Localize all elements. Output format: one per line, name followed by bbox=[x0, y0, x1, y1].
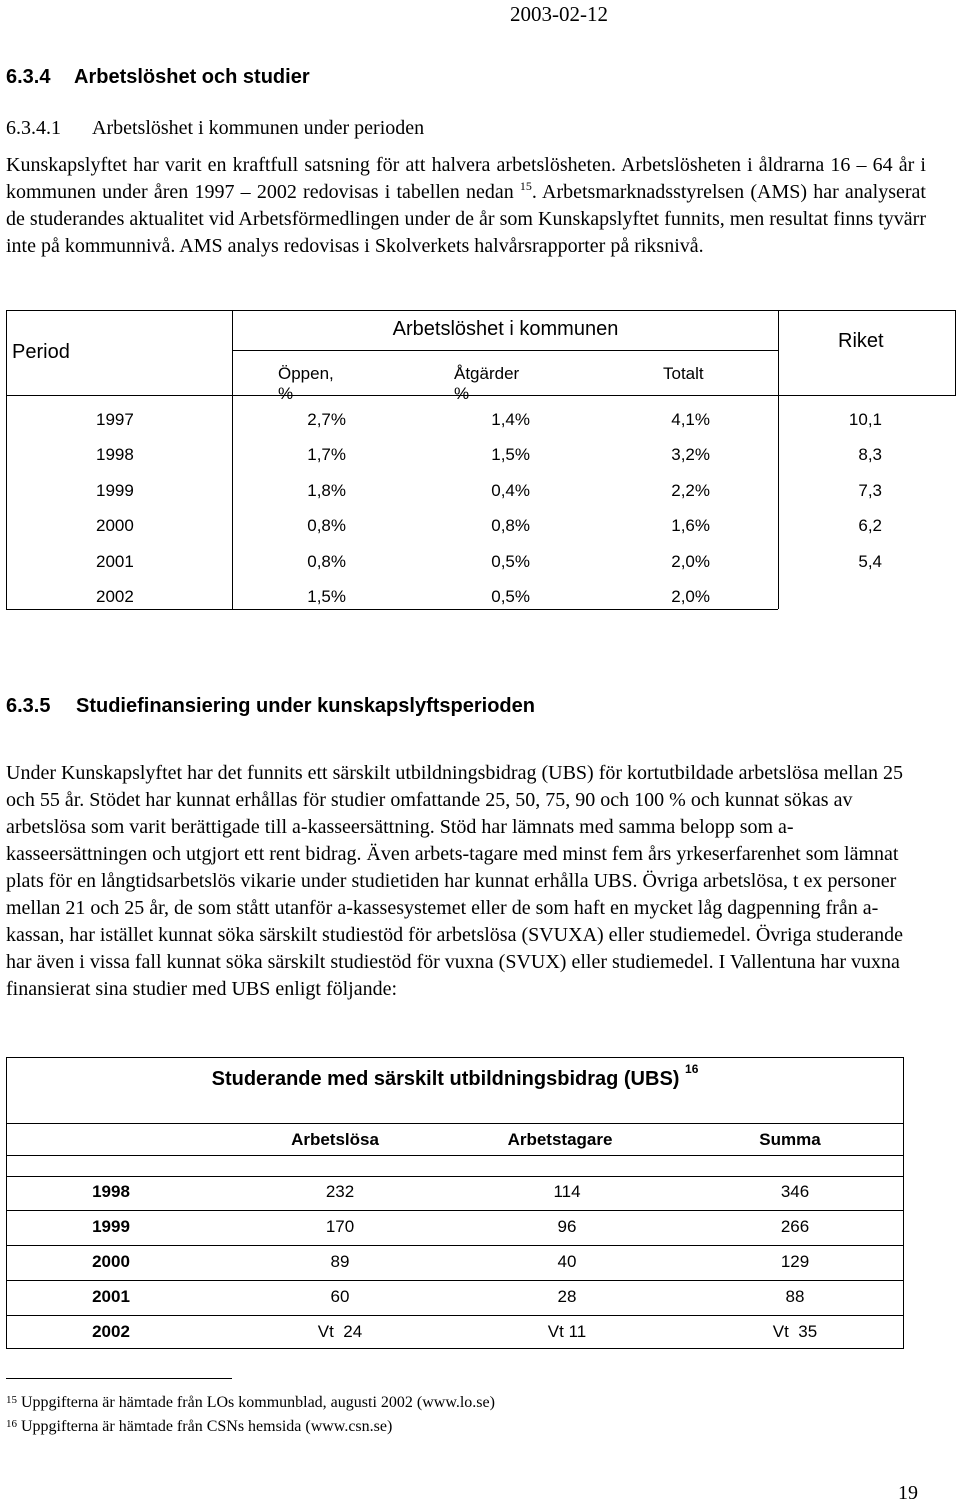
cell-arbetslosa: 89 bbox=[330, 1252, 350, 1271]
cell-totalt: 2,0% bbox=[671, 587, 710, 606]
section-number: 6.3.5 bbox=[6, 695, 51, 717]
col-header-summa: Summa bbox=[759, 1130, 821, 1149]
cell-atgarder: 0,5% bbox=[491, 587, 530, 606]
col-header-oppen: Öppen, % bbox=[278, 364, 334, 403]
cell-arbetstagare: 28 bbox=[557, 1287, 577, 1306]
footnote-number: 15 bbox=[6, 1394, 17, 1406]
cell-arbetstagare: 114 bbox=[553, 1182, 581, 1201]
cell-year: 2001 bbox=[96, 552, 134, 571]
cell-atgarder: 1,5% bbox=[491, 445, 530, 464]
cell-totalt: 4,1% bbox=[671, 410, 710, 429]
footnote-16 bbox=[6, 1418, 392, 1436]
section-number: 6.3.4.1 bbox=[6, 117, 61, 139]
cell-arbetslosa: Vt 24 bbox=[317, 1322, 363, 1341]
group-header: Arbetslöshet i kommunen bbox=[392, 318, 619, 340]
footnote-ref-15: 15 bbox=[519, 179, 532, 193]
footnote-text: Uppgifterna är hämtade från CSNs hemsida (www.csn.se) bbox=[21, 1418, 393, 1435]
cell-arbetstagare: 96 bbox=[557, 1217, 577, 1236]
paragraph-unemployment bbox=[6, 152, 926, 260]
cell-year: 2002 bbox=[92, 1322, 130, 1341]
cell-riket: 5,4 bbox=[858, 552, 882, 571]
table-title-text: Studerande med särskilt utbildningsbidrag (UBS) bbox=[211, 1068, 680, 1090]
paragraph-text: Kunskapslyftet har varit en kraftfull satsning för att halvera arbetslösheten. Arbetslösheten i åldrarna 16 – 64 år i kommunen under åren 1997 – 2002 redovisas i tabellen nedan bbox=[6, 154, 926, 203]
section-title: Studiefinansiering under kunskapslyftsperioden bbox=[76, 695, 535, 717]
cell-year: 1999 bbox=[92, 1217, 130, 1236]
cell-arbetslosa: 170 bbox=[325, 1217, 355, 1236]
footnote-divider bbox=[6, 1378, 232, 1379]
footnote-text: Uppgifterna är hämtade från LOs kommunblad, augusti 2002 (www.lo.se) bbox=[21, 1394, 495, 1411]
cell-summa: 266 bbox=[780, 1217, 810, 1236]
section-heading-634 bbox=[6, 66, 310, 89]
cell-oppen: 0,8% bbox=[307, 516, 346, 535]
cell-summa: 346 bbox=[780, 1182, 810, 1201]
cell-totalt: 1,6% bbox=[671, 516, 710, 535]
cell-arbetslosa: 60 bbox=[330, 1287, 350, 1306]
cell-riket: 10,1 bbox=[848, 410, 882, 429]
cell-year: 1997 bbox=[96, 410, 134, 429]
col-header-atgarder: Åtgärder % bbox=[454, 364, 520, 403]
cell-totalt: 3,2% bbox=[671, 445, 710, 464]
cell-oppen: 1,7% bbox=[307, 445, 346, 464]
cell-year: 2001 bbox=[92, 1287, 130, 1306]
cell-summa: Vt 35 bbox=[772, 1322, 818, 1341]
paragraph-text: . Arbetsmarknadsstyrelsen (AMS) har analyserat de studerandes aktualitet vid Arbetsförmedlingen under de år som Kunskapslyftet funnits, men resultat finns tyvärr inte på kommunnivå. AMS analys redovisas i Skolverkets halvårsrapporter på riksnivå. bbox=[6, 181, 926, 257]
cell-oppen: 1,5% bbox=[307, 587, 346, 606]
section-heading-6341 bbox=[6, 117, 424, 140]
paragraph-study-finance: Under Kunskapslyftet har det funnits ett särskilt utbildningsbidrag (UBS) för kortutbildade arbetslösa mellan 25 och 55 år. Stödet har kunnat erhållas för studier omfattande 25, 50, 75, 90 och 100 % och kunnat sökas av arbetslösa som varit berättigade till a-kasseersättning. Stöd har lämnats med samma belopp som a-kasseersättningen och utgjort ett rent bidrag. Även arbets-tagare med minst fem års yrkeserfarenhet som lämnat plats för en långtidsarbetslös vikarie under studietiden har kunnat erhålla UBS. Övriga arbetslösa, t ex personer mellan 21 och 25 år, de som stått utanför a-kassesystemet eller de som haft en mycket låg dagpenning från a-kassan, har istället kunnat söka särskilt studiestöd för arbetslösa (SVUXA) eller studiemedel. Övriga studerande har även i vissa fall kunnat söka särskilt studiestöd för vuxna (SVUX) eller studiemedel. I Vallentuna har vuxna finansierat sina studier med UBS enligt följande: bbox=[6, 762, 904, 1000]
cell-year: 1998 bbox=[96, 445, 134, 464]
col-header-arbetstagare: Arbetstagare bbox=[507, 1130, 613, 1149]
footnote-15 bbox=[6, 1394, 495, 1412]
ubs-table-title bbox=[6, 1062, 904, 1091]
section-heading-635 bbox=[6, 695, 535, 718]
document-date: 2003-02-12 bbox=[510, 2, 608, 26]
page-number: 19 bbox=[898, 1482, 918, 1504]
riket-header: Riket bbox=[838, 330, 884, 352]
period-header: Period bbox=[12, 341, 70, 363]
cell-arbetstagare: Vt 11 bbox=[547, 1322, 587, 1341]
cell-atgarder: 1,4% bbox=[491, 410, 530, 429]
footnote-number: 16 bbox=[6, 1418, 17, 1430]
cell-arbetstagare: 40 bbox=[557, 1252, 577, 1271]
cell-year: 1998 bbox=[92, 1182, 130, 1201]
col-header-totalt: Totalt bbox=[663, 364, 704, 383]
cell-year: 1999 bbox=[96, 481, 134, 500]
cell-oppen: 2,7% bbox=[307, 410, 346, 429]
cell-arbetslosa: 232 bbox=[325, 1182, 355, 1201]
section-title: Arbetslöshet i kommunen under perioden bbox=[92, 117, 425, 139]
cell-totalt: 2,2% bbox=[671, 481, 710, 500]
cell-summa: 129 bbox=[780, 1252, 810, 1271]
cell-atgarder: 0,4% bbox=[491, 481, 530, 500]
section-title: Arbetslöshet och studier bbox=[74, 66, 310, 88]
cell-year: 2000 bbox=[92, 1252, 130, 1271]
cell-totalt: 2,0% bbox=[671, 552, 710, 571]
footnote-ref-16: 16 bbox=[685, 1062, 699, 1076]
col-header-arbetslosa: Arbetslösa bbox=[291, 1130, 379, 1149]
cell-summa: 88 bbox=[785, 1287, 805, 1306]
cell-riket: 8,3 bbox=[858, 445, 882, 464]
section-number: 6.3.4 bbox=[6, 66, 51, 88]
cell-riket: 6,2 bbox=[858, 516, 882, 535]
cell-year: 2002 bbox=[96, 587, 134, 606]
cell-riket: 7,3 bbox=[858, 481, 882, 500]
cell-atgarder: 0,5% bbox=[491, 552, 530, 571]
cell-year: 2000 bbox=[96, 516, 134, 535]
cell-oppen: 0,8% bbox=[307, 552, 346, 571]
cell-oppen: 1,8% bbox=[307, 481, 346, 500]
cell-atgarder: 0,8% bbox=[491, 516, 530, 535]
